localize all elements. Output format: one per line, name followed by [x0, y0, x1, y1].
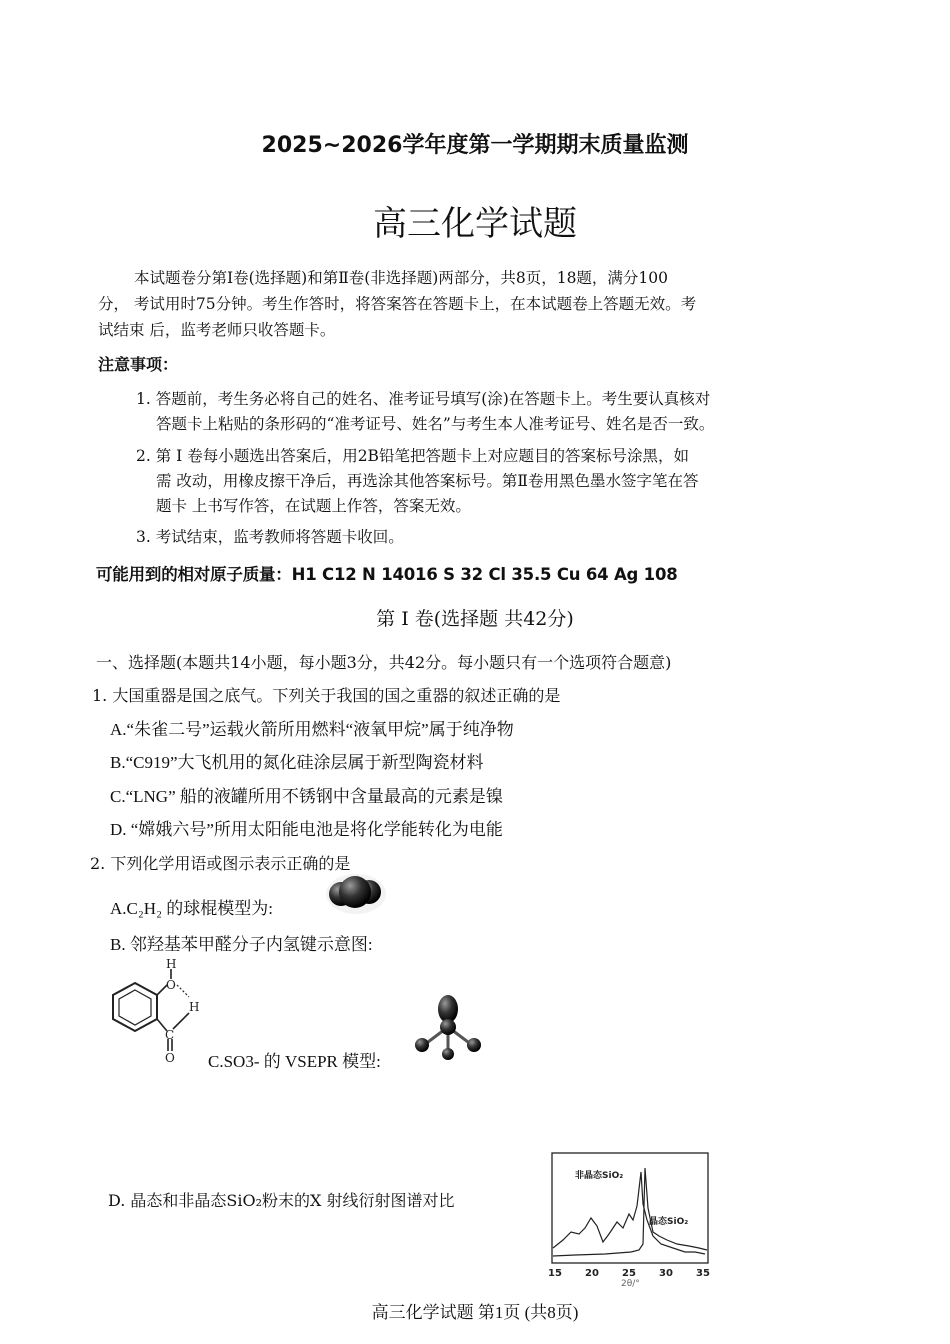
intro-line-2: 分， 考试用时75分钟。考生作答时，将答案答在答题卡上，在本试题卷上答题无效。考: [98, 295, 697, 313]
c2h2-ball-stick-model-image: [325, 870, 387, 918]
intro-line-1: 本试题卷分第Ⅰ卷(选择题)和第Ⅱ卷(非选择题)两部分，共8页，18题，满分100: [134, 269, 669, 287]
xrd-label-crystal: 晶态SiO₂: [649, 1217, 689, 1227]
exam-title: 2025~2026学年度第一学期期末质量监测: [261, 133, 689, 158]
q1-option-a: A.“朱雀二号”运载火箭所用燃料“液氧甲烷”属于纯净物: [110, 720, 514, 739]
xrd-tick-35: 35: [696, 1268, 710, 1279]
xrd-frame: [552, 1153, 708, 1263]
page-footer: 高三化学试题 第1页 (共8页): [371, 1303, 579, 1322]
q2-option-c: C.SO3- 的 VSEPR 模型:: [208, 1052, 381, 1071]
o-hydroxybenzaldehyde-structure: [105, 955, 205, 1065]
q2-option-d: D. 晶态和非晶态SiO₂粉末的X 射线衍射图谱对比: [108, 1191, 455, 1210]
notice-heading: 注意事项：: [98, 355, 179, 374]
q2-option-b: B. 邻羟基苯甲醛分子内氢键示意图:: [110, 935, 373, 954]
xrd-tick-20: 20: [585, 1268, 599, 1279]
section-1-title: 第 Ⅰ 卷(选择题 共42分): [376, 608, 574, 630]
struct-o-carbonyl: O: [165, 1051, 175, 1065]
struct-h-top: H: [166, 957, 177, 971]
notice-item-1-line-1: 1. 答题前，考生务必将自己的姓名、准考证号填写(涂)在答题卡上。考生要认真核对: [136, 390, 711, 408]
q2-stem: 2. 下列化学用语或图示表示正确的是: [90, 854, 351, 873]
atomic-mass-line: 可能用到的相对原子质量：H1 C12 N 14016 S 32 Cl 35.5 Cu 64 Ag 108: [96, 565, 678, 584]
notice-item-1-line-2: 答题卡上粘贴的条形码的“准考证号、姓名”与考生本人准考证号、姓名是否一致。: [156, 415, 715, 433]
q1-stem: 1. 大国重器是国之底气。下列关于我国的国之重器的叙述正确的是: [92, 686, 561, 705]
q1-option-b: B.“C919”大飞机用的氮化硅涂层属于新型陶瓷材料: [110, 753, 484, 772]
xrd-chart: [545, 1148, 715, 1288]
notice-item-2-line-1: 2. 第 Ⅰ 卷每小题选出答案后，用2B铅笔把答题卡上对应题目的答案标号涂黑，如: [136, 447, 689, 465]
notice-item-2-line-3: 题卡 上书写作答，在试题上作答，答案无效。: [156, 497, 471, 515]
subject-title: 高三化学试题: [373, 204, 577, 244]
intro-line-3: 试结束 后，监考老师只收答题卡。: [98, 321, 336, 339]
part-1-heading: 一、选择题(本题共14小题，每小题3分，共42分。每小题只有一个选项符合题意): [96, 653, 672, 672]
notice-item-3: 3. 考试结束，监考教师将答题卡收回。: [136, 528, 404, 546]
struct-c-carbonyl: C: [165, 1028, 175, 1042]
xrd-tick-15: 15: [548, 1268, 562, 1279]
q1-option-c: C.“LNG” 船的液罐所用不锈钢中含量最高的元素是镍: [110, 787, 503, 806]
q1-option-d: D. “嫦娥六号”所用太阳能电池是将化学能转化为电能: [110, 820, 503, 839]
xrd-tick-25: 25: [622, 1268, 636, 1279]
notice-item-2-line-2: 需 改动，用橡皮擦干净后，再选涂其他答案标号。第Ⅱ卷用黑色墨水签字笔在答: [156, 472, 699, 490]
q2-option-a: A.C₂H₂ 的球棍模型为:: [110, 899, 273, 918]
xrd-tick-30: 30: [659, 1268, 673, 1279]
vsepr-model-image: [410, 993, 486, 1061]
struct-o-hydroxyl: O: [166, 978, 176, 992]
xrd-label-amorphous: 非晶态SiO₂: [575, 1171, 624, 1181]
xrd-xlabel: 2θ/°: [621, 1279, 640, 1288]
struct-h-aldehyde: H: [189, 1000, 200, 1014]
